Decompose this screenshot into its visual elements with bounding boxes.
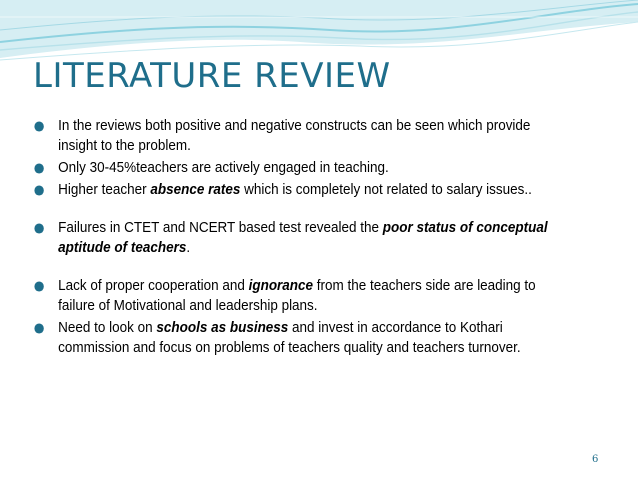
bullet-text: and invest in accordance to Kothari commission and focus on problems of teachers quality and teachers turnover. (58, 320, 521, 356)
bullet-item-cooperation (34, 276, 564, 316)
emphasis-text: schools as business (156, 320, 289, 336)
page-number: 6 (592, 454, 599, 465)
bullet-text: which is completely not related to salary issues.. (240, 182, 532, 198)
bullet-text: Lack of proper cooperation and (58, 278, 249, 294)
bullet-text: . (186, 240, 191, 256)
bullet-item-engaged (34, 158, 564, 178)
bullet-item-reviews (34, 116, 564, 156)
emphasis-text: poor status of conceptual aptitude of teachers (58, 220, 548, 256)
bullet-text: Only 30-45%teachers are actively engaged in teaching. (58, 160, 389, 176)
bullet-list (34, 116, 564, 360)
bullet-text: Need to look on (58, 320, 157, 336)
bullet-icon (34, 185, 44, 196)
slide-title: LITERATURE REVIEW (33, 56, 391, 96)
bullet-icon (34, 121, 44, 132)
emphasis-text: absence rates (150, 182, 241, 198)
bullet-item-ctet (34, 218, 564, 258)
bullet-item-absence (34, 180, 564, 200)
bullet-text: from the teachers side are leading to failure of Motivational and leadership plans. (58, 278, 536, 314)
emphasis-text: ignorance (248, 278, 314, 294)
bullet-text: In the reviews both positive and negative constructs can be seen which provide insight to the problem. (58, 118, 531, 154)
bullet-icon (34, 281, 44, 292)
bullet-text: Failures in CTET and NCERT based test revealed the (58, 220, 383, 236)
bullet-icon (34, 323, 44, 334)
bullet-text: Higher teacher (58, 182, 151, 198)
bullet-icon (34, 223, 44, 234)
bullet-icon (34, 163, 44, 174)
bullet-item-business (34, 318, 564, 358)
